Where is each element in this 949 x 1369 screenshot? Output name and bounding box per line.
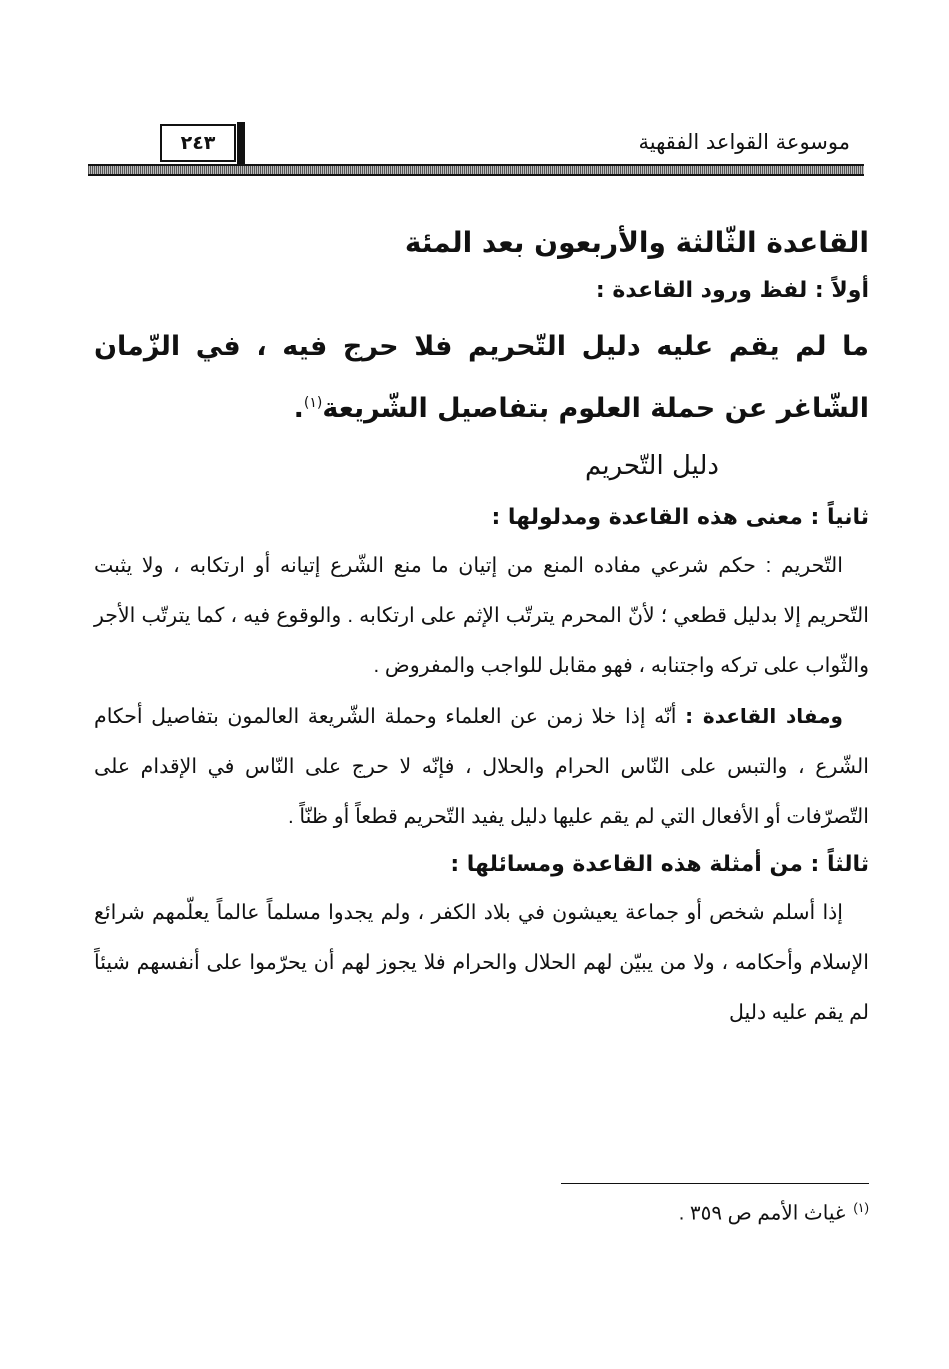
rule-statement-end: . [293,393,304,424]
footnote-reference: (١) [303,395,323,411]
footnote-divider [561,1183,869,1184]
paragraph-lead: ومفاد القاعدة : [685,704,843,728]
footnote-text: غياث الأمم ص ٣٥٩ . [678,1202,846,1225]
header-rule [88,164,864,176]
rule-statement [94,318,869,437]
page-header [88,120,864,180]
section-heading-wording: أولاً : لفظ ورود القاعدة : [595,278,869,303]
paragraph-rule-meaning-text: أنّه إذا خلا زمن عن العلماء وحملة الشّريعة العالمون بتفاصيل أحكام الشّرع ، والتبس على النّاس الحرام والحلال ، فإنّه لا حرج على النّاس في الإقدام على التّصرّفات أو الأفعال التي لم يقم عليها دليل يفيد التّحريم قطعاً أو ظنّاً . [94,705,869,828]
book-title: موسوعة القواعد الفقهية [638,130,850,154]
footnote [679,1200,869,1226]
section-heading-meaning: ثانياً : معنى هذه القاعدة ومدلولها : [491,505,869,530]
page-number: ٢٤٣ [160,124,236,162]
paragraph-example [94,888,869,1038]
page-number-bar [237,122,245,166]
paragraph-definition-text: التّحريم : حكم شرعي مفاده المنع من إتيان ما منع الشّرع إتيانه أو ارتكابه ، ولا يثبت التّحريم إلا بدليل قطعي ؛ لأنّ المحرم يترتّب الإثم على ارتكابه . والوقوع فيه ، كما يترتّب الأجر والثّواب على تركه واجتنابه ، فهو مقابل للواجب والمفروض . [94,554,869,677]
footnote-marker: (١) [853,1200,869,1215]
rule-statement-text: ما لم يقم عليه دليل التّحريم فلا حرج فيه ، في الزّمان الشّاغر عن حملة العلوم بتفاصيل الشّريعة [94,331,869,424]
key-term: دليل التّحريم [585,451,719,481]
rule-title: القاعدة الثّالثة والأربعون بعد المئة [404,226,869,259]
section-heading-examples: ثالثاً : من أمثلة هذه القاعدة ومسائلها : [450,852,869,877]
paragraph-definition [94,541,869,691]
paragraph-example-text: إذا أسلم شخص أو جماعة يعيشون في بلاد الكفر ، ولم يجدوا مسلماً عالماً يعلّمهم شرائع الإسلام وأحكامه ، ولا من يبيّن لهم الحلال والحرام فلا يجوز لهم أن يحرّموا على أنفسهم شيئاً لم يقم عليه دليل [94,901,869,1024]
page-content [94,210,869,1038]
paragraph-rule-meaning [94,691,869,842]
